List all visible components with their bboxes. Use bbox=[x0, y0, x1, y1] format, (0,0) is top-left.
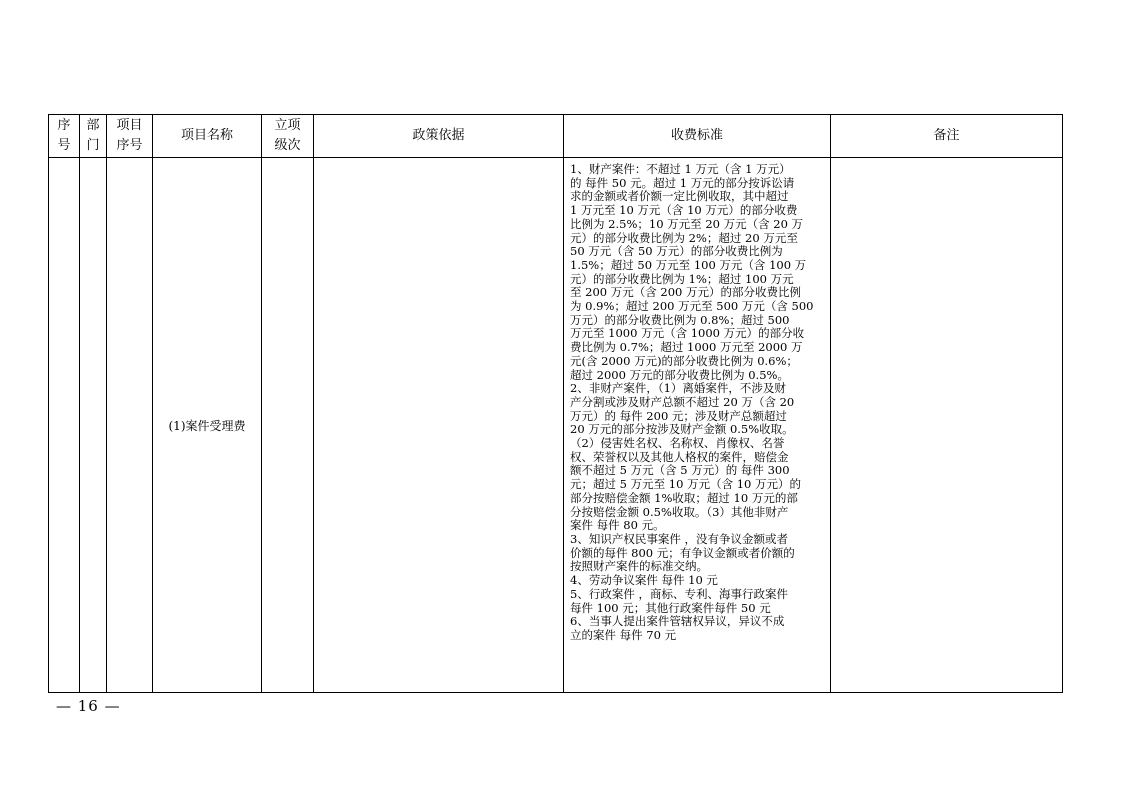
fee-line: 万元）的部分收费比例为 0.8%；超过 500 bbox=[570, 312, 790, 327]
fee-line: 价额的每件 800 元；有争议金额或者价额的 bbox=[570, 545, 795, 560]
fee-line: 求的金额或者价额一定比例收取，其中超过 bbox=[570, 189, 789, 204]
fee-line: 1 万元至 10 万元（含 10 万元）的部分收费 bbox=[570, 203, 798, 218]
fee-line: 的 每件 50 元。超过 1 万元的部分按诉讼请 bbox=[570, 175, 795, 190]
fee-line: 50 万元（含 50 万元）的部分收费比例为 bbox=[570, 244, 783, 259]
cell-item-seq bbox=[107, 158, 153, 693]
cell-seq bbox=[49, 158, 80, 693]
fee-line: 至 200 万元（含 200 万元）的部分收费比例 bbox=[570, 285, 802, 300]
header-item-name: 项目名称 bbox=[153, 115, 262, 158]
fee-line: 元）的部分收费比例为 2%；超过 20 万元至 bbox=[570, 230, 798, 245]
fee-line: 元；超过 5 万元至 10 万元（含 10 万元）的 bbox=[570, 477, 802, 492]
page-number: — 16 — bbox=[56, 697, 121, 715]
cell-policy bbox=[314, 158, 564, 693]
fee-line: 案件 每件 80 元。 bbox=[570, 518, 665, 533]
fee-line: 6、当事人提出案件管辖权异议，异议不成 bbox=[570, 614, 785, 629]
header-item-seq: 项目 序号 bbox=[107, 115, 153, 158]
fee-line: 3、知识产权民事案件 ，没有争议金额或者 bbox=[570, 531, 788, 546]
fee-line: 每件 100 元；其他行政案件每件 50 元 bbox=[570, 600, 771, 615]
fee-line: 万元）的 每件 200 元；涉及财产总额超过 bbox=[570, 408, 787, 423]
fee-line: 2、非财产案件，（1）离婚案件，不涉及财 bbox=[570, 381, 786, 396]
fee-line: 比例为 2.5%；10 万元至 20 万元（含 20 万 bbox=[570, 216, 804, 231]
header-fee-standard: 收费标准 bbox=[564, 115, 831, 158]
header-level: 立项 级次 bbox=[262, 115, 314, 158]
fee-schedule-table bbox=[48, 114, 1063, 693]
fee-line: 4、劳动争议案件 每件 10 元 bbox=[570, 573, 718, 588]
fee-line: 按照财产案件的标准交纳。 bbox=[570, 559, 708, 574]
fee-line: 部分按赔偿金额 1%收取；超过 10 万元的部 bbox=[570, 490, 798, 505]
header-remarks: 备注 bbox=[831, 115, 1063, 158]
fee-line: 为 0.9%；超过 200 万元至 500 万元（含 500 bbox=[570, 299, 814, 314]
cell-remarks bbox=[831, 158, 1063, 693]
fee-line: 元）的部分收费比例为 1%；超过 100 万元 bbox=[570, 271, 794, 286]
fee-line: 元(含 2000 万元)的部分收费比例为 0.6%； bbox=[570, 353, 798, 368]
fee-line: 产分割或涉及财产总额不超过 20 万（含 20 bbox=[570, 394, 795, 409]
cell-item-name: (1)案件受理费 bbox=[153, 158, 262, 693]
fee-line: 分按赔偿金额 0.5%收取。（3）其他非财产 bbox=[570, 504, 789, 519]
fee-line: 额不超过 5 万元（含 5 万元）的 每件 300 bbox=[570, 463, 790, 478]
fee-line: 1.5%；超过 50 万元至 100 万元（含 100 万 bbox=[570, 257, 807, 272]
header-policy: 政策依据 bbox=[314, 115, 564, 158]
cell-level bbox=[262, 158, 314, 693]
header-seq: 序 号 bbox=[49, 115, 80, 158]
cell-dept bbox=[80, 158, 107, 693]
fee-line: 20 万元的部分按涉及财产金额 0.5%收取。 bbox=[570, 422, 794, 437]
header-dept: 部 门 bbox=[80, 115, 107, 158]
fee-line: 5、行政案件 ，商标、专利、海事行政案件 bbox=[570, 586, 788, 601]
cell-fee-standard bbox=[564, 158, 831, 693]
fee-line: （2）侵害姓名权、名称权、肖像权、名誉 bbox=[570, 436, 785, 451]
fee-line: 费比例为 0.7%；超过 1000 万元至 2000 万 bbox=[570, 340, 803, 355]
fee-line: 超过 2000 万元的部分收费比例为 0.5%。 bbox=[570, 367, 789, 382]
fee-line: 立的案件 每件 70 元 bbox=[570, 627, 677, 642]
fee-line: 权、荣誉权以及其他人格权的案件，赔偿金 bbox=[570, 449, 789, 464]
table-row bbox=[49, 158, 1063, 693]
fee-line: 万元至 1000 万元（含 1000 万元）的部分收 bbox=[570, 326, 805, 341]
fee-line: 1、财产案件：不超过 1 万元（含 1 万元） bbox=[570, 162, 791, 176]
table-header-row bbox=[49, 115, 1063, 158]
